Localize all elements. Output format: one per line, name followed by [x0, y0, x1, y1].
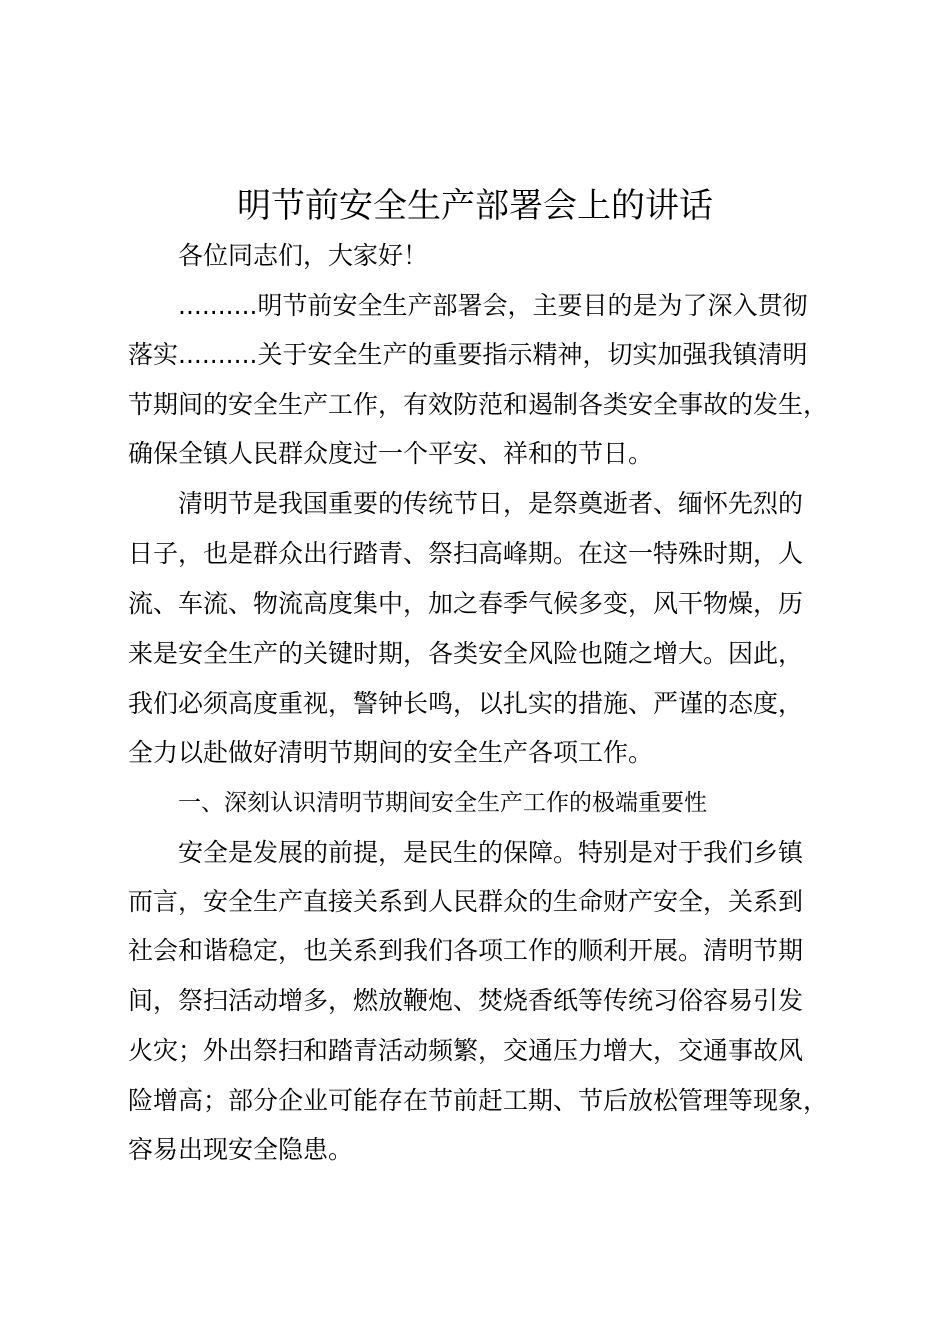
- section-paragraph-line-2: 而言，安全生产直接关系到人民群众的生命财产安全，关系到: [128, 887, 804, 916]
- section-paragraph-line-4: 间，祭扫活动增多，燃放鞭炮、焚烧香纸等传统习俗容易引发: [128, 986, 804, 1015]
- section-paragraph-line-5: 火灾；外出祭扫和踏青活动频繁，交通压力增大，交通事故风: [128, 1036, 804, 1065]
- section-paragraph-line-6: 险增高；部分企业可能存在节前赶工期、节后放松管理等现象，: [128, 1086, 829, 1115]
- greeting: 各位同志们，大家好！: [178, 241, 429, 270]
- section-paragraph-line-7: 容易出现安全隐患。: [128, 1135, 354, 1164]
- paragraph-1-line-2: 落实..........关于安全生产的重要指示精神，切实加强我镇清明: [128, 340, 808, 369]
- paragraph-2-line-6: 全力以赴做好清明节期间的安全生产各项工作。: [128, 738, 654, 767]
- paragraph-1-line-4: 确保全镇人民群众度过一个平安、祥和的节日。: [128, 439, 654, 468]
- section-paragraph-line-3: 社会和谐稳定，也关系到我们各项工作的顺利开展。清明节期: [128, 936, 804, 965]
- paragraph-2-line-3: 流、车流、物流高度集中，加之春季气候多变，风干物燥，历: [128, 589, 804, 618]
- document-title: 明节前安全生产部署会上的讲话: [237, 186, 713, 226]
- section-paragraph-line-1: 安全是发展的前提，是民生的保障。特别是对于我们乡镇: [178, 838, 804, 867]
- paragraph-1-line-1: ..........明节前安全生产部署会，主要目的是为了深入贯彻: [178, 291, 808, 320]
- paragraph-1-line-3: 节期间的安全生产工作，有效防范和遏制各类安全事故的发生，: [128, 390, 829, 419]
- paragraph-2-line-4: 来是安全生产的关键时期，各类安全风险也随之增大。因此，: [128, 639, 804, 668]
- section-heading: 一、深刻认识清明节期间安全生产工作的极端重要性: [178, 790, 707, 816]
- paragraph-2-line-2: 日子，也是群众出行踏青、祭扫高峰期。在这一特殊时期，人: [128, 539, 804, 568]
- paragraph-2-line-1: 清明节是我国重要的传统节日，是祭奠逝者、缅怀先烈的: [178, 489, 804, 518]
- paragraph-2-line-5: 我们必须高度重视，警钟长鸣，以扎实的措施、严谨的态度，: [128, 689, 804, 718]
